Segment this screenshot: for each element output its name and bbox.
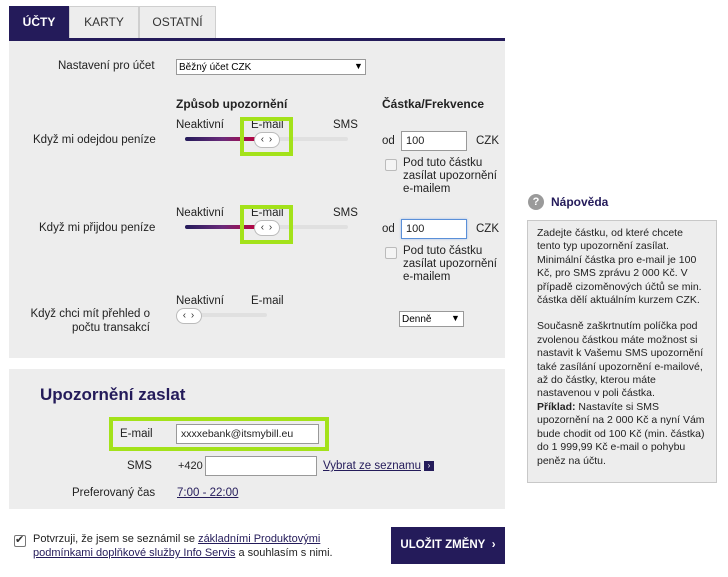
sms-prefix: +420 (178, 460, 203, 472)
email-label: E-mail (120, 428, 153, 440)
currency-label: CZK (476, 135, 499, 147)
notify-slider-handle[interactable]: ‹ › (254, 132, 280, 148)
help-paragraph: Současně zaškrtnutím políčka pod zvolenou částkou máte možnost si nastavit k Vašemu SMS upozornění také zasílání upozornění e-mailové, až do částky, kterou máte nastavenou v poli částka. (537, 320, 704, 400)
option-inactive[interactable]: Neaktivní (176, 295, 224, 307)
option-sms[interactable]: SMS (333, 207, 358, 219)
help-example-label: Příklad: (537, 400, 576, 413)
chevron-right-icon: › (491, 539, 496, 551)
amount-input[interactable] (401, 131, 467, 151)
email-below-checkbox[interactable] (385, 247, 397, 259)
amount-prefix: od (382, 135, 395, 147)
choose-from-list-text[interactable]: Vybrat ze seznamu (323, 460, 422, 472)
amount-prefix: od (382, 223, 395, 235)
help-title: Nápověda (551, 195, 609, 209)
consent-checkbox[interactable] (14, 535, 26, 547)
tab-ucty[interactable]: ÚČTY (9, 6, 69, 39)
method-heading: Způsob upozornění (176, 97, 288, 111)
save-button[interactable] (391, 527, 505, 564)
chevron-down-icon: ▼ (354, 61, 363, 71)
notify-slider-handle[interactable]: ‹ › (254, 220, 280, 236)
option-sms[interactable]: SMS (333, 119, 358, 131)
row-incoming-label: Když mi přijdou peníze (39, 222, 156, 234)
tab-karty[interactable]: KARTY (69, 6, 139, 39)
row-outgoing-label: Když mi odejdou peníze (33, 134, 156, 146)
consent-text-after: a souhlasím s nimi. (235, 547, 333, 559)
amount-heading: Částka/Frekvence (382, 97, 485, 111)
account-label: Nastavení pro účet (58, 60, 155, 72)
email-below-label: Pod tuto částku zasílat upozornění e-mailem (403, 245, 497, 283)
send-title: Upozornění zaslat (40, 385, 186, 404)
terms-link[interactable]: základními Produktovými podmínkami doplňkové služby Info Servis (33, 533, 321, 559)
account-select[interactable] (176, 59, 366, 75)
choose-from-list-link[interactable] (323, 460, 434, 472)
email-below-label: Pod tuto částku zasílat upozornění e-mailem (403, 157, 497, 195)
highlight-box (240, 205, 293, 244)
option-inactive[interactable]: Neaktivní (176, 207, 224, 219)
consent-text (33, 532, 338, 560)
save-button-label: ULOŽIT ZMĚNY (400, 539, 486, 551)
consent-text-before: Potvrzuji, že jsem se seznámil se (33, 533, 199, 545)
tab-ostatni[interactable]: OSTATNÍ (139, 6, 216, 39)
email-below-checkbox[interactable] (385, 159, 397, 171)
row-summary-label: Když chci mít přehled o počtu transakcí (30, 308, 150, 334)
highlight-box (240, 117, 293, 156)
chevron-down-icon: ▼ (451, 313, 460, 323)
sms-label: SMS (127, 460, 152, 472)
email-field[interactable] (176, 424, 319, 444)
currency-label: CZK (476, 223, 499, 235)
time-label: Preferovaný čas (72, 487, 156, 499)
help-paragraph: Zadejte částku, od které chcete tento typ upozornění zasílat. Minimální částka pro e-mail je 100 Kč, pro SMS zprávu 2 000 Kč. V případě cizoměnových účtů se min. částka dělí aktuálním kurzem CZK. (537, 227, 702, 307)
sms-field[interactable] (205, 456, 317, 476)
time-link[interactable]: 7:00 - 22:00 (177, 487, 239, 499)
option-email[interactable]: E-mail (251, 119, 284, 131)
amount-input[interactable] (401, 219, 467, 239)
frequency-select[interactable] (399, 311, 464, 327)
option-email[interactable]: E-mail (251, 295, 284, 307)
notify-slider-handle[interactable]: ‹ › (176, 308, 202, 324)
help-example-text: Nastavíte si SMS upozornění na 2 000 Kč a nyní Vám bude chodit od 100 Kč (min. částka) do 1 999,99 Kč e-mail o pohybu peněz na účtu. (537, 400, 705, 467)
option-email[interactable]: E-mail (251, 207, 284, 219)
help-example (537, 401, 707, 468)
help-icon: ? (528, 194, 544, 210)
help-box (527, 220, 717, 483)
option-inactive[interactable]: Neaktivní (176, 119, 224, 131)
arrow-right-icon: › (424, 461, 434, 471)
